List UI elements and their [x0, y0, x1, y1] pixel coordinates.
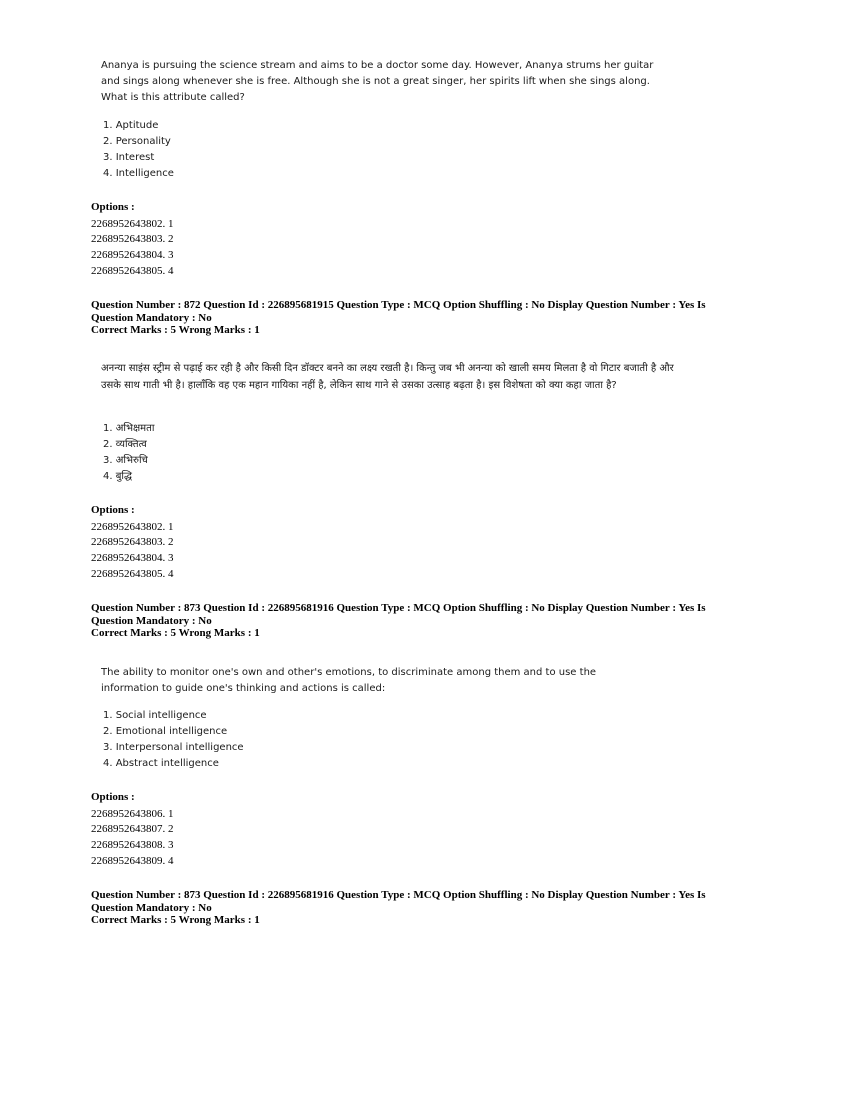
option-id: 2268952643803. 2: [91, 536, 174, 549]
option-id: 2268952643809. 4: [91, 854, 174, 867]
option-id: 2268952643806. 1: [91, 807, 174, 820]
question-text: The ability to monitor one's own and other's emotions, to discriminate among them and to use the information to guide one's thinking and actions is called:: [101, 667, 597, 694]
options-block: [91, 200, 174, 280]
answer-choice: 4. Intelligence: [103, 168, 174, 179]
question-meta: [91, 602, 741, 640]
options-label: Options :: [91, 791, 135, 803]
question-text: Ananya is pursuing the science stream and aims to be a doctor some day. However, Ananya strums her guitar and sings along whenever she is free. Although she is not a great singer, her spirits lift when she sings along. What is this attribute called?: [101, 60, 654, 103]
answer-choice: 1. Aptitude: [103, 120, 159, 131]
option-id: 2268952643807. 2: [91, 823, 174, 836]
answer-choice: 1. अभिक्षमता: [103, 423, 155, 434]
answer-choice: 4. बुद्धि: [103, 471, 133, 482]
question-meta: [91, 299, 741, 337]
answer-choice: 2. व्यक्तित्व: [103, 439, 147, 450]
option-id: 2268952643804. 3: [91, 249, 174, 262]
answer-choice: 2. Emotional intelligence: [103, 726, 228, 737]
option-id: 2268952643802. 1: [91, 217, 174, 230]
answer-choice: 3. Interest: [103, 152, 155, 163]
question-meta-line: Question Number : 873 Question Id : 226895681916 Question Type : MCQ Option Shuffling : No Display Question Number : Yes Is Question Mandatory : No: [91, 602, 706, 627]
answer-choices: [103, 118, 174, 182]
answer-choice: 4. Abstract intelligence: [103, 758, 219, 769]
options-label: Options :: [91, 201, 135, 213]
question-text-hindi: अनन्या साइंस स्ट्रीम से पढ़ाई कर रही है और किसी दिन डॉक्टर बनने का लक्ष्य रखती है। किन्तु जब भी अनन्या को खाली समय मिलता है वो गिटार बजाती है और उसके साथ गाती भी है। हालाँकि वह एक महान गायिका नहीं है, लेकिन साथ गाने से उसका उत्साह बढ़ता है। इस विशेषता को क्या कहा जाता है?: [101, 363, 674, 391]
question-meta-line: Question Number : 872 Question Id : 226895681915 Question Type : MCQ Option Shuffling : No Display Question Number : Yes Is Question Mandatory : No: [91, 299, 706, 324]
question-meta-line: Question Number : 873 Question Id : 226895681916 Question Type : MCQ Option Shuffling : No Display Question Number : Yes Is Question Mandatory : No: [91, 889, 706, 914]
option-id: 2268952643802. 1: [91, 520, 174, 533]
options-label: Options :: [91, 504, 135, 516]
option-id: 2268952643808. 3: [91, 839, 174, 852]
option-id: 2268952643805. 4: [91, 264, 174, 277]
options-block: [91, 503, 174, 583]
answer-choice: 3. अभिरुचि: [103, 455, 148, 466]
option-id: 2268952643803. 2: [91, 233, 174, 246]
answer-choices-hindi: [103, 421, 154, 485]
answer-choice: 3. Interpersonal intelligence: [103, 742, 244, 753]
marks-line: Correct Marks : 5 Wrong Marks : 1: [91, 324, 260, 336]
option-id: 2268952643805. 4: [91, 567, 174, 580]
marks-line: Correct Marks : 5 Wrong Marks : 1: [91, 627, 260, 639]
option-id: 2268952643804. 3: [91, 552, 174, 565]
answer-choice: 1. Social intelligence: [103, 710, 207, 721]
answer-choice: 2. Personality: [103, 136, 171, 147]
marks-line: Correct Marks : 5 Wrong Marks : 1: [91, 914, 260, 926]
question-meta: [91, 889, 741, 927]
answer-choices: [103, 708, 244, 772]
options-block: [91, 790, 174, 870]
